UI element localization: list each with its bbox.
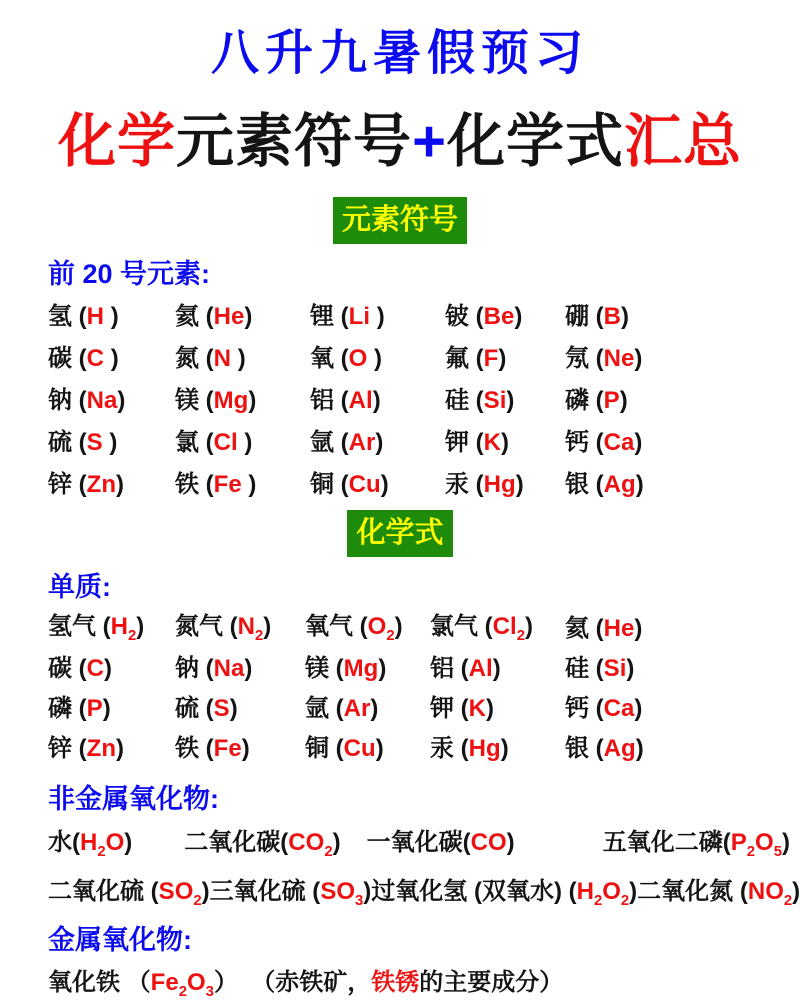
entry: 氮 (N ) <box>175 344 246 372</box>
formula: K <box>483 428 502 456</box>
formula: Fe <box>213 470 242 498</box>
formula: He <box>213 302 245 330</box>
entry: 一氧化碳(CO) <box>366 828 515 856</box>
entry: 氩 (Ar) <box>305 695 379 723</box>
formula: Ar <box>348 428 376 456</box>
formula: He <box>603 615 635 643</box>
nonmetal-oxide-row-1 <box>48 828 790 861</box>
formula: Al <box>348 386 373 414</box>
formula: O <box>348 344 368 372</box>
formula: Hg <box>483 470 516 498</box>
entry: 二氧化硫 $(SO_2)$ <box>48 877 210 909</box>
formula: Ar <box>343 695 371 723</box>
formula: Li <box>348 302 371 330</box>
entry: 汞 (Hg) <box>445 470 524 498</box>
entry: 氯气 $(Cl_2)$ <box>430 613 533 645</box>
formula: C <box>86 655 105 683</box>
entry: 铁 (Fe) <box>175 735 250 763</box>
formula: P <box>603 386 620 414</box>
formula: Fe <box>213 735 242 763</box>
formula: Cl <box>213 428 238 456</box>
formula: Zn <box>86 735 117 763</box>
entry: 磷 (P) <box>48 695 111 723</box>
entry: 银 (Ag) <box>565 735 644 763</box>
formula: Al <box>468 655 493 683</box>
entry: 氖 (Ne) <box>565 344 643 372</box>
text-segment: ） （赤铁矿， <box>213 968 372 996</box>
text-segment: 化学 <box>58 109 177 175</box>
text-segment: 汇总 <box>623 109 742 175</box>
text-segment: 元素符号 <box>176 109 413 175</box>
entry: 氦 (He) <box>565 615 643 643</box>
entry: 氢气 $(H_2)$ <box>48 613 145 645</box>
formula: N <box>213 344 232 372</box>
entry: 镁 (Mg) <box>175 386 257 414</box>
main-title <box>0 81 800 177</box>
entry: 碳 (C ) <box>48 344 119 372</box>
formula: Ag <box>603 735 636 763</box>
formula: K <box>468 695 487 723</box>
formula: $H_2O$ <box>80 828 125 860</box>
formula: $CO_2$ <box>288 828 333 860</box>
heading-first-20-elements: 前 20 号元素: <box>48 258 211 289</box>
entry: 钙 (Ca) <box>565 695 643 723</box>
top-title: 八升九暑假预习 <box>210 27 589 80</box>
entry: 镁 (Mg) <box>305 655 387 683</box>
formula: Ne <box>603 344 635 372</box>
entry: 铝 (Al) <box>430 655 501 683</box>
formula: CO <box>470 828 507 856</box>
formula: $P_2O_5$ <box>730 828 782 860</box>
text-segment: 铁锈 <box>371 968 420 996</box>
entry: 二氧化氮 $(NO_2)$ <box>637 877 800 909</box>
entry: 锌 (Zn) <box>48 470 125 498</box>
entry: 银 (Ag) <box>565 470 644 498</box>
pure-substances-grid <box>48 609 800 769</box>
entry: 硅 (Si) <box>445 386 515 414</box>
entry: 氦 (He) <box>175 302 253 330</box>
entry: 硅 (Si) <box>565 655 635 683</box>
formula: $SO_2$ <box>158 877 202 909</box>
badge-chemical-formulas: 化学式 <box>347 510 452 557</box>
formula: $N_2$ <box>237 613 264 645</box>
entry: 铁 (Fe ) <box>175 470 257 498</box>
formula: Cu <box>343 735 376 763</box>
formula: $NO_2$ <box>747 877 793 909</box>
entry: 硫 (S ) <box>48 428 118 456</box>
entry: 过氧化氢 (双氧水) $(H_2O_2)$ <box>371 877 638 909</box>
badge-element-symbols: 元素符号 <box>333 197 467 244</box>
formula: Mg <box>213 386 249 414</box>
entry: 钾 (K) <box>430 695 495 723</box>
formula: P <box>86 695 103 723</box>
entry: 铜 (Cu) <box>305 735 384 763</box>
entry: 碳 (C) <box>48 655 113 683</box>
text-segment: 氧化铁 （ <box>48 968 151 996</box>
entry: 水$(H_2O)$ <box>48 828 133 860</box>
formula: Cu <box>348 470 381 498</box>
entry: 铜 (Cu) <box>310 470 389 498</box>
entry: 汞 (Hg) <box>430 735 509 763</box>
text-segment: + <box>412 109 447 175</box>
entry: 锂 (Li ) <box>310 302 385 330</box>
entry: 钠 (Na) <box>48 386 126 414</box>
entry: 五氧化二磷$(P_2O_5)$ <box>602 828 790 860</box>
formula: Hg <box>468 735 501 763</box>
entry: 钾 (K) <box>445 428 510 456</box>
entry: 氯 (Cl ) <box>175 428 253 456</box>
entry: 氩 (Ar) <box>310 428 384 456</box>
formula: C <box>86 344 105 372</box>
entry: 氧气 $(O_2)$ <box>305 613 403 645</box>
formula: $H_2O_2$ <box>576 877 630 909</box>
text-segment: 化学式 <box>446 109 624 175</box>
entry: 硼 (B) <box>565 302 630 330</box>
formula: Ag <box>603 470 636 498</box>
formula: S <box>213 695 230 723</box>
formula: B <box>603 302 622 330</box>
formula: $Cl_2$ <box>492 613 525 645</box>
entry: 氧 (O ) <box>310 344 383 372</box>
entry: 锌 (Zn) <box>48 735 125 763</box>
entry: 铝 (Al) <box>310 386 381 414</box>
formula: Be <box>483 302 515 330</box>
formula: Si <box>483 386 507 414</box>
heading-metal-oxides: 金属氧化物: <box>48 925 192 956</box>
formula: Zn <box>86 470 117 498</box>
entry: 磷 (P) <box>565 386 628 414</box>
text-segment: $Fe_2O_3$ <box>150 968 214 1000</box>
entry: 三氧化硫 $(SO_3)$ <box>209 877 372 909</box>
entry: 氮气 $(N_2)$ <box>175 613 272 645</box>
entry: 二氧化碳$(CO_2)$ <box>184 828 341 860</box>
formula: F <box>483 344 499 372</box>
entry: 氟 (F) <box>445 344 507 372</box>
formula: Si <box>603 655 627 683</box>
text-segment: 的主要成分） <box>419 968 564 996</box>
entry: 铍 (Be) <box>445 302 523 330</box>
formula: Ca <box>603 428 635 456</box>
formula: Mg <box>343 655 379 683</box>
entry: 氢 (H ) <box>48 302 119 330</box>
metal-oxide-line <box>48 967 800 1002</box>
heading-pure-substances: 单质: <box>48 571 111 602</box>
formula: H <box>86 302 105 330</box>
formula: S <box>86 428 103 456</box>
formula: $O_2$ <box>367 613 395 645</box>
formula: Na <box>86 386 118 414</box>
formula: $H_2$ <box>110 613 137 645</box>
heading-nonmetal-oxides: 非金属氧化物: <box>48 784 219 815</box>
formula: $SO_3$ <box>320 877 364 909</box>
formula: Ca <box>603 695 635 723</box>
element-symbols-grid <box>48 296 800 506</box>
entry: 钙 (Ca) <box>565 428 643 456</box>
formula: Na <box>213 655 245 683</box>
nonmetal-oxide-row-2 <box>48 877 800 910</box>
entry: 钠 (Na) <box>175 655 253 683</box>
entry: 硫 (S) <box>175 695 238 723</box>
